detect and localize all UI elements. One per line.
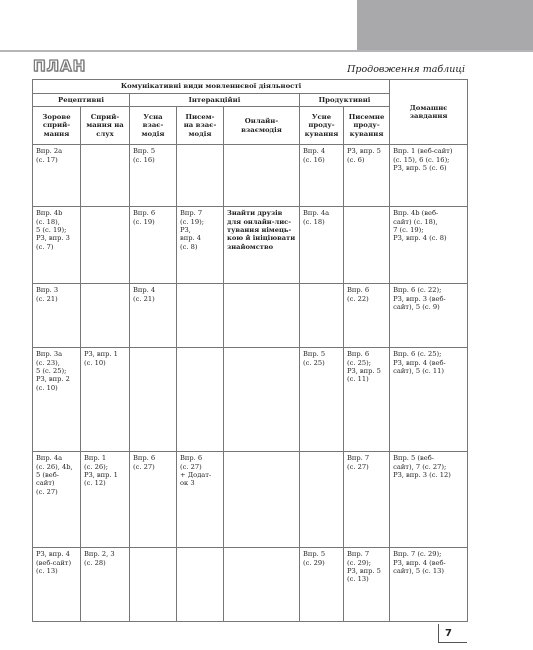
table-cell: Впр. 2a (с. 17) [33, 145, 81, 207]
table-cell [224, 145, 300, 207]
table-cell: Впр. 4b (веб- сайт) (с. 18), 7 (с. 19); РЗ, впр. 4 (с. 8) [390, 207, 468, 284]
table-cell [130, 548, 177, 622]
table-cell: Впр. 6 (с. 27) [130, 452, 177, 548]
page-number-frame [438, 624, 467, 643]
table-row [33, 452, 468, 548]
table-cell [81, 145, 130, 207]
table-cell [300, 284, 344, 348]
table-cell: РЗ, впр. 5 (с. 6) [344, 145, 390, 207]
table-cell [224, 284, 300, 348]
table-row [33, 284, 468, 348]
table-cell: Впр. 4a (с. 26), 4b, 5 (веб- сайт) (с. 27) [33, 452, 81, 548]
table-cell: Впр. 7 (с. 29); РЗ, впр. 4 (веб- сайт), 5 (с. 13) [390, 548, 468, 622]
table-cell: РЗ, впр. 4 (веб-сайт) (с. 13) [33, 548, 81, 622]
table-cell [177, 348, 224, 452]
table-cell: РЗ, впр. 1 (с. 10) [81, 348, 130, 452]
table-row [33, 207, 468, 284]
table-cell [224, 452, 300, 548]
table-cell: Впр. 3 (с. 21) [33, 284, 81, 348]
table-cell: Впр. 5 (с. 25) [300, 348, 344, 452]
table-cell: Впр. 3a (с. 23), 5 (с. 25); РЗ, впр. 2 (с. 10) [33, 348, 81, 452]
table-cell: Впр. 1 (веб-сайт) (с. 15), 6 (с. 16); РЗ, впр. 5 (с. 6) [390, 145, 468, 207]
plan-logo: ПЛАН [33, 57, 87, 75]
column-header: Онлайн- взаємодія [224, 107, 300, 145]
table-cell: Впр. 4 (с. 21) [130, 284, 177, 348]
table-cell: Впр. 4b (с. 18), 5 (с. 19); РЗ, впр. 3 (с. 7) [33, 207, 81, 284]
category-interactive: Інтеракційні [130, 93, 300, 107]
table-cell: Впр. 6 (с. 25); РЗ, впр. 5 (с. 11) [344, 348, 390, 452]
table-cell: Впр. 6 (с. 27) + Додат- ок 3 [177, 452, 224, 548]
column-header: Писемне проду- кування [344, 107, 390, 145]
table-cell: Впр. 5 (с. 29) [300, 548, 344, 622]
table-cell: Впр. 5 (веб- сайт), 7 (с. 27); РЗ, впр. 3 (с. 12) [390, 452, 468, 548]
lesson-plan-table [32, 79, 468, 622]
table-cell [300, 452, 344, 548]
table-cell: Впр. 6 (с. 22); РЗ, впр. 3 (веб- сайт), 5 (с. 9) [390, 284, 468, 348]
continuation-note: Продовження таблиці [347, 64, 465, 75]
table-cell: Впр. 5 (с. 16) [130, 145, 177, 207]
table-cell: Впр. 6 (с. 22) [344, 284, 390, 348]
table-cell [344, 207, 390, 284]
table-cell [177, 284, 224, 348]
table-cell: Впр. 7 (с. 19); РЗ, впр. 4 (с. 8) [177, 207, 224, 284]
table-cell: Впр. 6 (с. 19) [130, 207, 177, 284]
column-header: Зорове сприй- мання [33, 107, 81, 145]
homework-header: Домашнє завдання [390, 80, 468, 145]
table-cell [177, 548, 224, 622]
table-cell: Впр. 7 (с. 29); РЗ, впр. 5 (с. 13) [344, 548, 390, 622]
table-cell: Впр. 4a (с. 18) [300, 207, 344, 284]
page-number: 7 [445, 628, 452, 639]
table-cell: Впр. 1 (с. 26); РЗ, впр. 1 (с. 12) [81, 452, 130, 548]
table-cell [81, 207, 130, 284]
group-header: Комунікативні види мовленнєвої діяльності [33, 80, 390, 94]
category-receptive: Рецептивні [33, 93, 130, 107]
column-header: Усна взає- модія [130, 107, 177, 145]
page-corner-tab [357, 0, 533, 50]
table-cell: Впр. 2, 3 (с. 28) [81, 548, 130, 622]
category-productive: Продуктивні [300, 93, 390, 107]
table-row [33, 145, 468, 207]
table-cell [177, 145, 224, 207]
header-rule [0, 50, 533, 52]
column-header: Сприй- мання на слух [81, 107, 130, 145]
table-cell: Впр. 6 (с. 25); РЗ, впр. 4 (веб- сайт), 5 (с. 11) [390, 348, 468, 452]
table-cell [130, 348, 177, 452]
table-row [33, 348, 468, 452]
table-cell [81, 284, 130, 348]
table-cell: Знайти друзів для онлайн-лис- тування німець- кою й ініціювати знайомство [224, 207, 300, 284]
table-row [33, 548, 468, 622]
column-header: Усне проду- кування [300, 107, 344, 145]
table-cell: Впр. 4 (с. 16) [300, 145, 344, 207]
table-cell [224, 548, 300, 622]
table-cell [224, 348, 300, 452]
table-cell: Впр. 7 (с. 27) [344, 452, 390, 548]
column-header: Писем- на взає- модія [177, 107, 224, 145]
